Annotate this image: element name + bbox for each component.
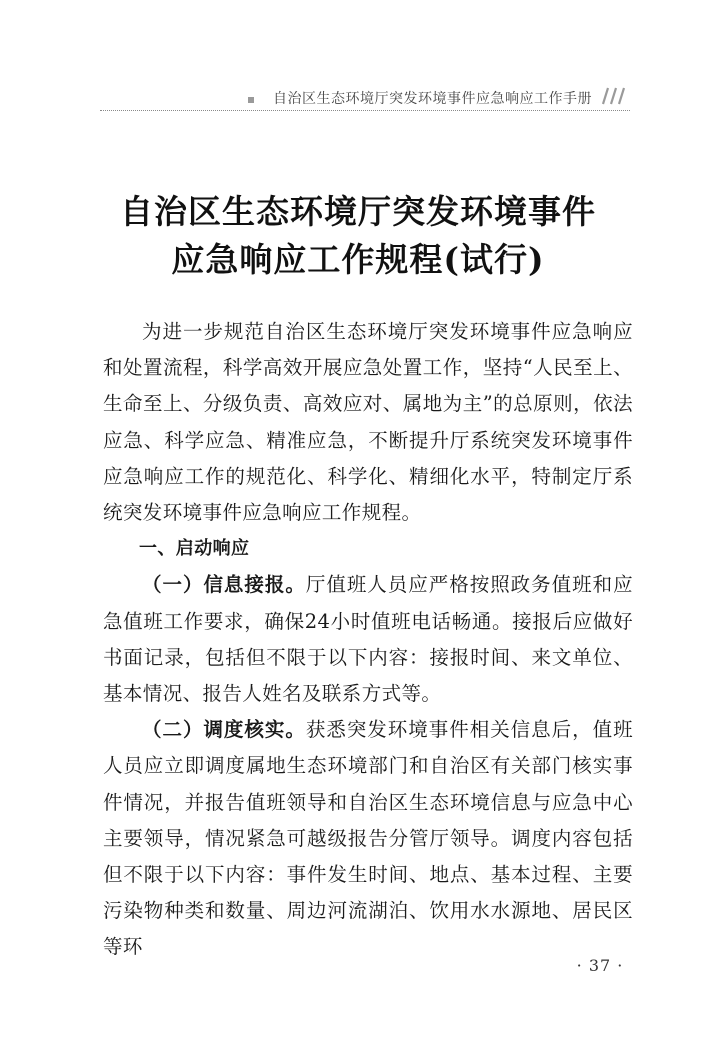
decorative-slashes-icon (600, 86, 630, 106)
item-1-label: （一）信息接报。 (142, 573, 306, 597)
page-number: · 37 · (576, 956, 624, 975)
body-text (103, 314, 633, 966)
item-1-paragraph (103, 567, 633, 712)
header-marker-bar (248, 97, 254, 103)
intro-paragraph: 为进一步规范自治区生态环境厅突发环境事件应急响应和处置流程，科学高效开展应急处置工作，坚持“人民至上、生命至上、分级负责、高效应对、属地为主”的总原则，依法应急、科学应急、精准应急，不断提升厅系统突发环境事件应急响应工作的规范化、科学化、精细化水平，特制定厅系统突发环境事件应急响应工作规程。 (103, 320, 633, 525)
document-title-line-1: 自治区生态环境厅突发环境事件 (120, 192, 596, 231)
section-heading: 一、启动响应 (139, 538, 250, 560)
item-2-label: （二）调度核实。 (142, 718, 306, 742)
item-1-text: 厅值班人员应严格按照政务值班和应急值班工作要求，确保24小时值班电话畅通。接报后应做好书面记录，包括但不限于以下内容：接报时间、来文单位、基本情况、报告人姓名及联系方式等。 (103, 573, 633, 706)
running-header (100, 84, 630, 114)
header-divider (100, 110, 630, 111)
document-title-line-2: 应急响应工作规程(试行) (171, 240, 545, 279)
item-2-paragraph (103, 712, 633, 965)
item-2-text: 获悉突发环境事件相关信息后，值班人员应立即调度属地生态环境部门和自治区有关部门核实事件情况，并报告值班领导和自治区生态环境信息与应急中心主要领导，情况紧急可越级报告分管厅领导。调度内容包括但不限于以下内容：事件发生时间、地点、基本过程、主要污染物种类和数量、周边河流湖泊、饮用水水源地、居民区等环 (103, 718, 633, 959)
running-title: 自治区生态环境厅突发环境事件应急响应工作手册 (273, 91, 592, 107)
